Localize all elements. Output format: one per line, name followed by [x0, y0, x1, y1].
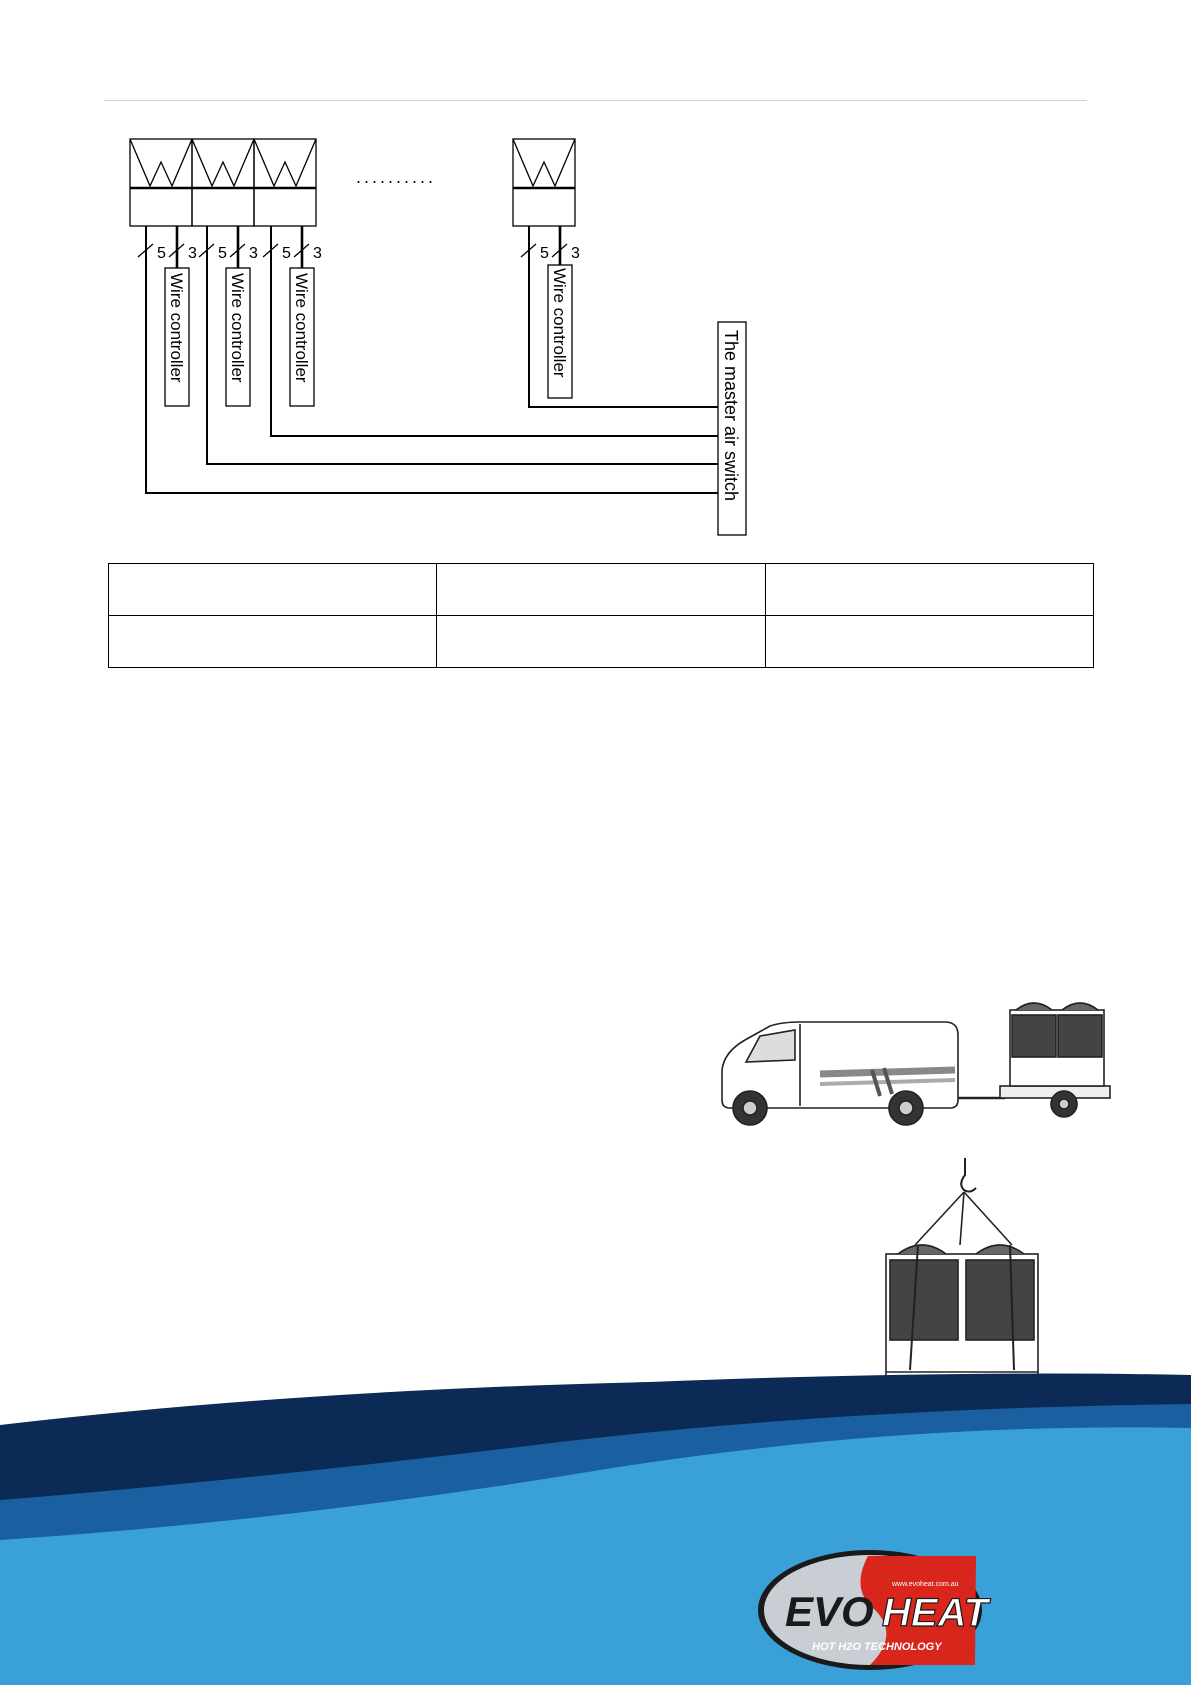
wire-controller-label: Wire controller	[550, 268, 569, 378]
van-illustration	[722, 1003, 1110, 1125]
logo-url: www.evoheat.com.au	[892, 1581, 959, 1588]
footer-wave	[0, 1330, 1191, 1685]
logo-text-heat: HEAT	[882, 1591, 988, 1635]
evoheat-logo	[758, 1550, 991, 1670]
count-label: 5	[157, 245, 166, 262]
count-label: 5	[282, 245, 291, 262]
wire-controller-label: Wire controller	[228, 273, 247, 383]
count-label: 5	[218, 245, 227, 262]
count-label: 5	[540, 245, 549, 262]
master-switch-label: The master air switch	[721, 330, 741, 502]
count-label: 3	[313, 245, 322, 262]
count-label: 3	[249, 245, 258, 262]
units-ellipsis: ..........	[356, 167, 437, 187]
wire-controller-label: Wire controller	[167, 273, 186, 383]
wire-controller-label: Wire controller	[292, 273, 311, 383]
logo-text-evo: EVO	[785, 1588, 874, 1635]
count-label: 3	[571, 245, 580, 262]
logo-tagline: HOT H2O TECHNOLOGY	[812, 1641, 942, 1653]
count-label: 3	[188, 245, 197, 262]
